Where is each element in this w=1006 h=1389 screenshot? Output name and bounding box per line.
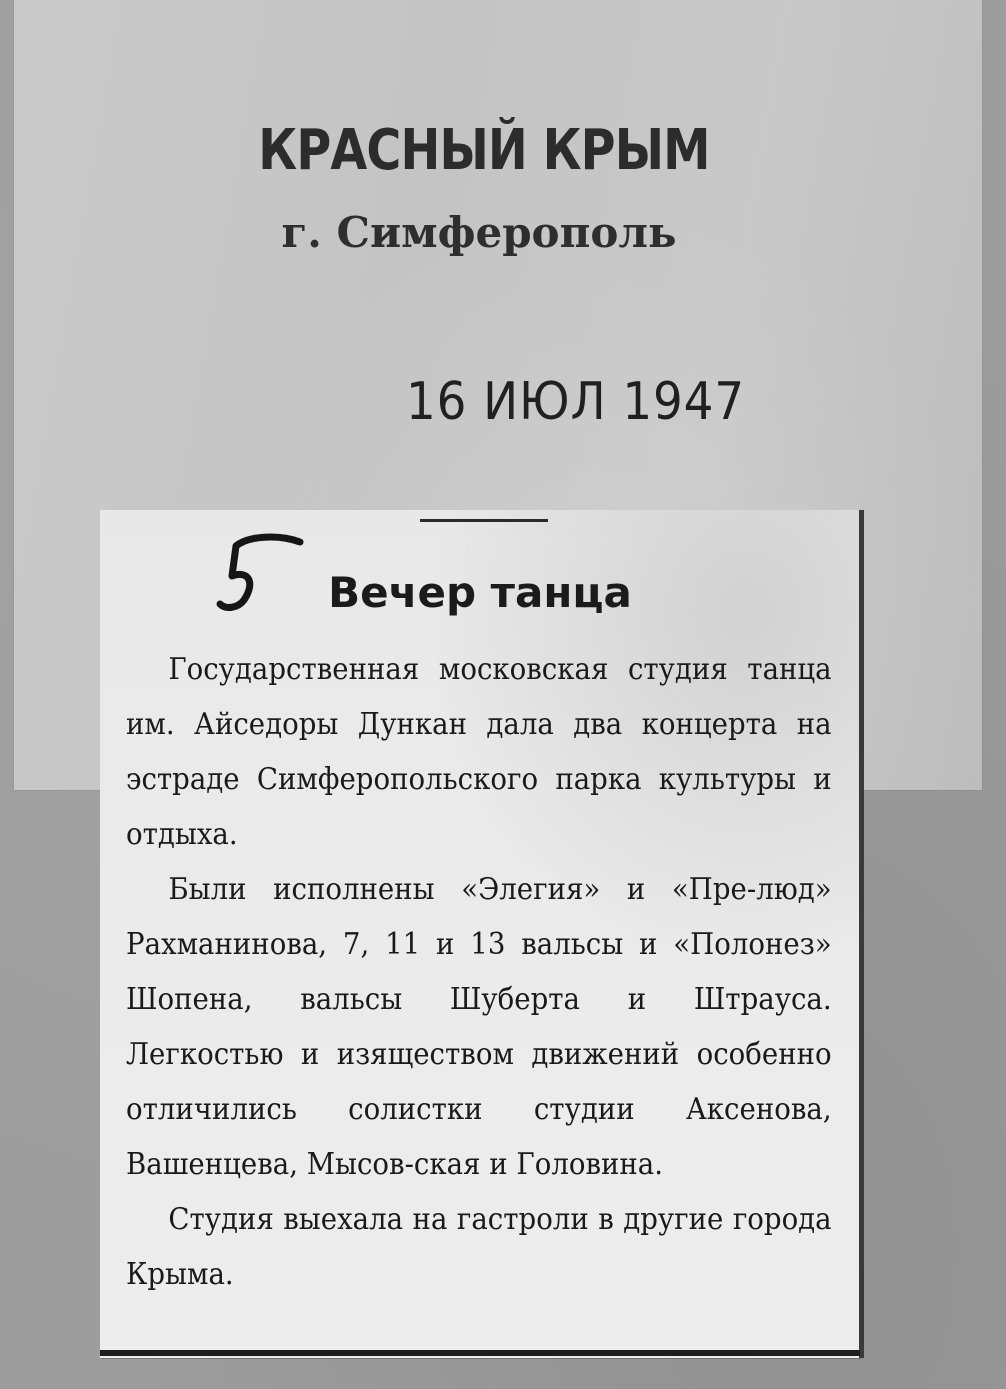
newspaper-clipping bbox=[100, 510, 860, 1358]
article-headline: Вечер танца bbox=[328, 568, 632, 617]
article-paragraph-3: Студия выехала на гастроли в другие города Крыма. bbox=[126, 1202, 832, 1292]
stamp-date: 16 ИЮЛ 1947 bbox=[406, 372, 746, 432]
clipping-edge bbox=[859, 510, 864, 1358]
bottom-rule bbox=[100, 1350, 860, 1356]
article-paragraph-2: Были исполнены «Элегия» и «Пре-люд» Рахманинова, 7, 11 и 13 вальсы и «Полонез» Шопена, вальсы Шуберта и Штрауса. Легкостью и изяществом движений особенно отличились солистки студии Аксенова, Вашенцева, Мысов-ская и Головина. bbox=[126, 872, 832, 1182]
stamp-city: г. Симферополь bbox=[281, 208, 677, 257]
article-body bbox=[126, 642, 832, 1302]
headline-rule bbox=[420, 519, 548, 522]
article-paragraph-1: Государственная московская студия танца им. Айседоры Дункан дала два концерта на эстраде Симферопольского парка культуры и отдыха. bbox=[126, 652, 832, 852]
stamp-newspaper-name: КРАСНЫЙ КРЫМ bbox=[258, 118, 710, 183]
